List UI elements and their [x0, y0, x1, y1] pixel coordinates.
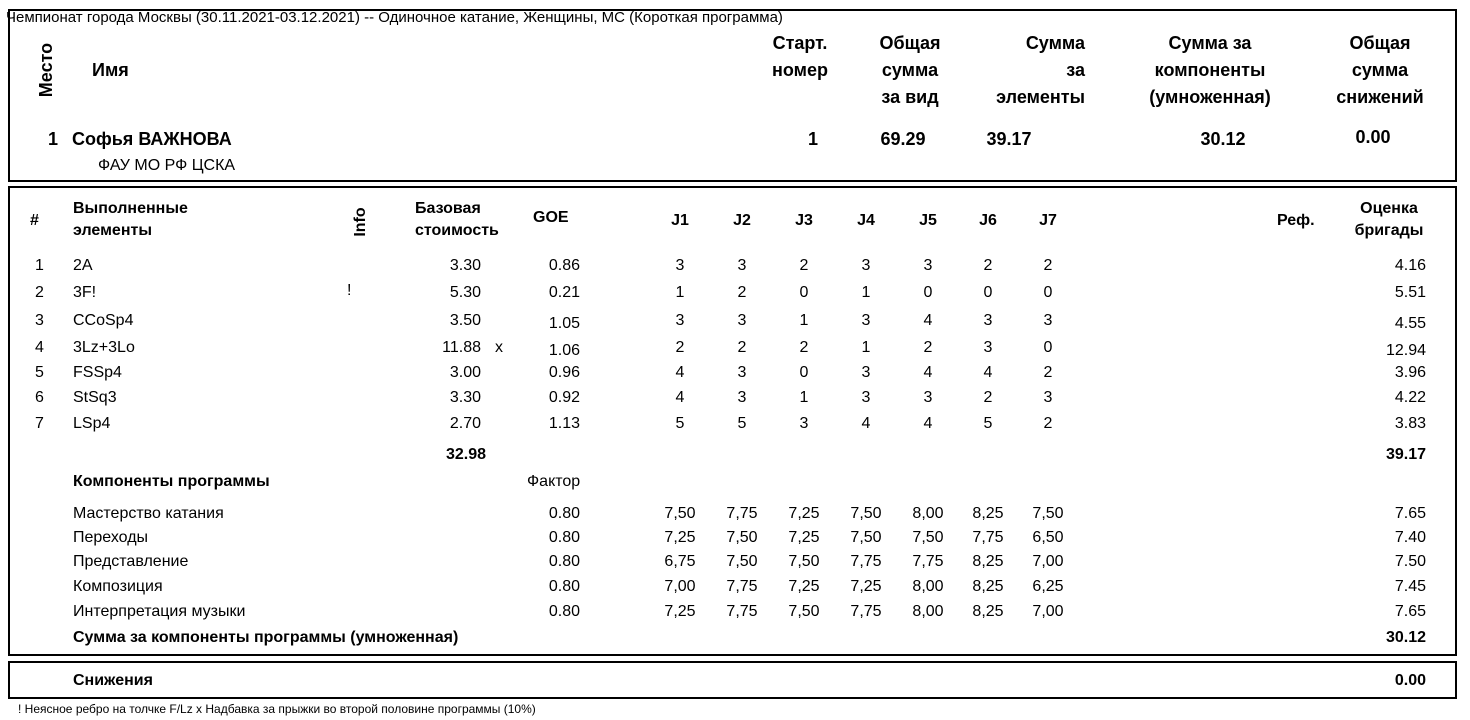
- element-judge-5: 3: [923, 257, 933, 274]
- executed-elements-header: Выполненные элементы: [73, 200, 188, 239]
- component-judge-7: 7,50: [1032, 505, 1064, 522]
- element-judge-2: 3: [737, 312, 747, 329]
- judge-header-4: J4: [857, 212, 875, 229]
- element-code: CCoSp4: [73, 312, 134, 329]
- element-info: !: [347, 282, 352, 299]
- component-name: Интерпретация музыки: [73, 603, 246, 620]
- judge-header-3: J3: [795, 212, 813, 229]
- element-judge-4: 1: [861, 339, 871, 356]
- component-judge-5: 7,75: [912, 553, 944, 570]
- component-judge-7: 6,50: [1032, 529, 1064, 546]
- info-header: Info: [352, 207, 369, 237]
- element-judge-3: 2: [799, 339, 809, 356]
- element-judge-7: 2: [1043, 257, 1053, 274]
- component-judge-2: 7,75: [726, 578, 758, 595]
- element-judge-4: 3: [861, 364, 871, 381]
- component-judge-7: 6,25: [1032, 578, 1064, 595]
- component-factor: 0.80: [548, 553, 580, 570]
- base-value-header: Базовая стоимость: [415, 200, 499, 239]
- element-judge-6: 4: [983, 364, 993, 381]
- component-judge-1: 7,50: [664, 505, 696, 522]
- element-judge-3: 1: [799, 389, 809, 406]
- component-judge-5: 8,00: [912, 603, 944, 620]
- element-code: 3Lz+3Lo: [73, 339, 135, 356]
- element-judge-3: 2: [799, 257, 809, 274]
- panel-score-header: Оценка бригады: [1354, 200, 1424, 239]
- element-judge-3: 0: [799, 284, 809, 301]
- component-judge-3: 7,50: [788, 603, 820, 620]
- element-num: 5: [35, 364, 44, 381]
- component-factor: 0.80: [548, 529, 580, 546]
- element-judge-2: 5: [737, 415, 747, 432]
- component-judge-5: 8,00: [912, 505, 944, 522]
- element-judge-3: 1: [799, 312, 809, 329]
- element-judge-2: 3: [737, 257, 747, 274]
- start-no-header: Старт. номер: [772, 33, 828, 80]
- element-code: FSSp4: [73, 364, 122, 381]
- name-header: Имя: [92, 60, 129, 80]
- component-judge-4: 7,75: [850, 553, 882, 570]
- component-judge-2: 7,75: [726, 603, 758, 620]
- element-judge-2: 3: [737, 389, 747, 406]
- deductions-value: 0.00: [1394, 672, 1426, 689]
- component-judge-5: 7,50: [912, 529, 944, 546]
- element-judge-4: 4: [861, 415, 871, 432]
- skater-total: 69.29: [880, 129, 926, 149]
- element-panel-score: 3.83: [1394, 415, 1426, 432]
- footnote: ! Неясное ребро на толчке F/Lz x Надбавка за прыжки во второй половине программы (10%): [18, 702, 536, 716]
- place-header: Место: [36, 42, 56, 98]
- element-base-value: 3.30: [449, 389, 481, 406]
- deductions-label: Снижения: [73, 672, 153, 689]
- component-judge-6: 8,25: [972, 578, 1004, 595]
- component-score: 7.65: [1394, 603, 1426, 620]
- element-goe: 0.92: [548, 389, 580, 406]
- element-panel-score: 5.51: [1394, 284, 1426, 301]
- component-judge-4: 7,75: [850, 603, 882, 620]
- skater-name: Софья ВАЖНОВА: [72, 129, 232, 149]
- element-base-value: 2.70: [449, 415, 481, 432]
- element-judge-4: 1: [861, 284, 871, 301]
- judge-header-6: J6: [979, 212, 997, 229]
- element-num: 7: [35, 415, 44, 432]
- element-judge-6: 3: [983, 312, 993, 329]
- skater-place: 1: [48, 129, 59, 149]
- num-header: #: [30, 212, 39, 229]
- skater-deductions: 0.00: [1355, 127, 1391, 147]
- judge-header-5: J5: [919, 212, 937, 229]
- element-code: StSq3: [73, 389, 117, 406]
- element-goe: 0.86: [548, 257, 580, 274]
- component-name: Представление: [73, 553, 189, 570]
- element-judge-4: 3: [861, 389, 871, 406]
- element-judge-1: 4: [675, 389, 685, 406]
- element-judge-5: 2: [923, 339, 933, 356]
- components-title: Компоненты программы: [73, 473, 270, 490]
- deductions-box: [8, 661, 1457, 699]
- element-goe: 1.13: [548, 415, 580, 432]
- component-judge-1: 7,25: [664, 603, 696, 620]
- element-panel-score: 4.16: [1394, 257, 1426, 274]
- element-goe: 1.06: [548, 342, 580, 359]
- element-base-value: 3.00: [449, 364, 481, 381]
- component-judge-4: 7,50: [850, 529, 882, 546]
- component-score: 7.40: [1394, 529, 1426, 546]
- element-judge-2: 2: [737, 284, 747, 301]
- element-num: 2: [35, 284, 44, 301]
- component-score: 7.65: [1394, 505, 1426, 522]
- judge-header-1: J1: [671, 212, 689, 229]
- component-score: 7.45: [1394, 578, 1426, 595]
- component-judge-7: 7,00: [1032, 603, 1064, 620]
- judge-header-7: J7: [1039, 212, 1057, 229]
- skater-components-score: 30.12: [1200, 129, 1246, 149]
- element-goe: 0.96: [548, 364, 580, 381]
- factor-header: Фактор: [527, 473, 581, 490]
- base-total: 32.98: [445, 446, 486, 463]
- element-code: 2A: [73, 257, 93, 274]
- component-judge-2: 7,50: [726, 553, 758, 570]
- skater-start-no: 1: [807, 129, 818, 149]
- component-judge-4: 7,25: [850, 578, 882, 595]
- element-judge-7: 3: [1043, 312, 1053, 329]
- elements-score-total: 39.17: [1385, 446, 1426, 463]
- element-judge-1: 2: [675, 339, 685, 356]
- components-score-header: Сумма за компоненты (умноженная): [1149, 33, 1271, 107]
- component-factor: 0.80: [548, 578, 580, 595]
- element-judge-6: 0: [983, 284, 993, 301]
- component-judge-6: 8,25: [972, 553, 1004, 570]
- element-num: 6: [35, 389, 44, 406]
- elements-score-header: Сумма за элементы: [996, 33, 1085, 107]
- element-goe: 0.21: [548, 284, 580, 301]
- component-factor: 0.80: [548, 505, 580, 522]
- event-title: Чемпионат города Москвы (30.11.2021-03.12.2021) -- Одиночное катание, Женщины, МС (Короткая программа): [6, 9, 783, 26]
- components-total-label: Сумма за компоненты программы (умноженная): [73, 629, 459, 646]
- element-judge-5: 4: [923, 364, 933, 381]
- component-score: 7.50: [1394, 553, 1426, 570]
- element-judge-7: 3: [1043, 389, 1053, 406]
- component-judge-6: 7,75: [972, 529, 1004, 546]
- total-score-header: Общая сумма за вид: [879, 33, 941, 107]
- element-base-value: 5.30: [449, 284, 481, 301]
- element-judge-6: 5: [983, 415, 993, 432]
- element-judge-1: 3: [675, 312, 685, 329]
- component-judge-6: 8,25: [972, 505, 1004, 522]
- skater-elements-score: 39.17: [986, 129, 1032, 149]
- component-judge-1: 7,25: [664, 529, 696, 546]
- element-judge-6: 2: [983, 389, 993, 406]
- element-judge-6: 2: [983, 257, 993, 274]
- element-judge-6: 3: [983, 339, 993, 356]
- component-judge-3: 7,25: [788, 578, 820, 595]
- component-name: Мастерство катания: [73, 505, 224, 522]
- element-base-value: 3.50: [449, 312, 481, 329]
- element-judge-3: 3: [799, 415, 809, 432]
- judge-header-2: J2: [733, 212, 751, 229]
- component-judge-1: 7,00: [664, 578, 696, 595]
- element-judge-7: 2: [1043, 415, 1053, 432]
- component-name: Композиция: [73, 578, 163, 595]
- element-panel-score: 4.22: [1394, 389, 1426, 406]
- element-goe: 1.05: [548, 315, 580, 332]
- element-judge-5: 4: [923, 312, 933, 329]
- element-judge-7: 0: [1043, 339, 1053, 356]
- component-judge-6: 8,25: [972, 603, 1004, 620]
- component-judge-4: 7,50: [850, 505, 882, 522]
- element-judge-5: 0: [923, 284, 933, 301]
- component-judge-5: 8,00: [912, 578, 944, 595]
- element-judge-2: 2: [737, 339, 747, 356]
- component-factor: 0.80: [548, 603, 580, 620]
- component-judge-1: 6,75: [664, 553, 696, 570]
- components-total: 30.12: [1385, 629, 1426, 646]
- element-panel-score: 4.55: [1394, 315, 1426, 332]
- element-num: 4: [35, 339, 44, 356]
- element-judge-4: 3: [861, 257, 871, 274]
- element-judge-1: 4: [675, 364, 685, 381]
- element-panel-score: 12.94: [1385, 342, 1426, 359]
- element-code: LSp4: [73, 415, 111, 432]
- ref-header: Реф.: [1277, 212, 1315, 229]
- component-judge-3: 7,25: [788, 529, 820, 546]
- component-judge-3: 7,25: [788, 505, 820, 522]
- element-judge-7: 0: [1043, 284, 1053, 301]
- element-judge-1: 5: [675, 415, 685, 432]
- element-panel-score: 3.96: [1394, 364, 1426, 381]
- goe-header: GOE: [533, 209, 569, 226]
- element-code: 3F!: [73, 284, 97, 301]
- component-judge-7: 7,00: [1032, 553, 1064, 570]
- component-judge-2: 7,75: [726, 505, 758, 522]
- element-judge-1: 1: [675, 284, 685, 301]
- element-num: 1: [35, 257, 44, 274]
- component-name: Переходы: [73, 529, 149, 546]
- element-judge-2: 3: [737, 364, 747, 381]
- element-judge-4: 3: [861, 312, 871, 329]
- skater-club: ФАУ МО РФ ЦСКА: [98, 157, 236, 174]
- element-judge-5: 4: [923, 415, 933, 432]
- element-judge-5: 3: [923, 389, 933, 406]
- element-bonus-mark: x: [495, 339, 503, 356]
- component-judge-3: 7,50: [788, 553, 820, 570]
- component-judge-2: 7,50: [726, 529, 758, 546]
- deductions-header: Общая сумма снижений: [1336, 33, 1424, 107]
- element-num: 3: [35, 312, 44, 329]
- element-judge-1: 3: [675, 257, 685, 274]
- element-judge-3: 0: [799, 364, 809, 381]
- element-judge-7: 2: [1043, 364, 1053, 381]
- element-base-value: 3.30: [449, 257, 481, 274]
- element-base-value: 11.88: [442, 339, 481, 356]
